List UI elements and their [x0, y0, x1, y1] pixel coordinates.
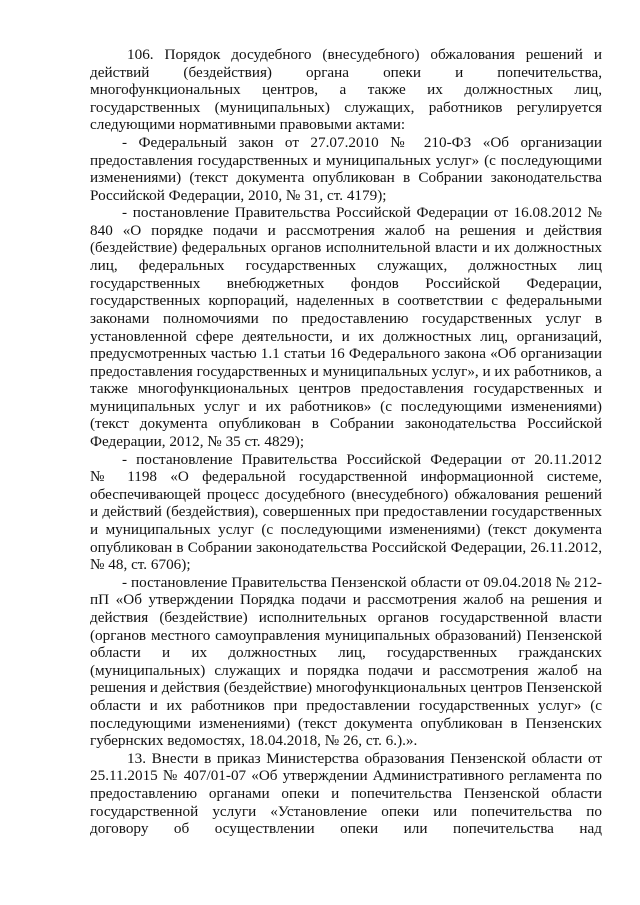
text-line: также многофункциональных центров предоставления государственных и — [90, 380, 602, 398]
text-line: законами полномочиями по предоставлению государственных услуг в — [90, 309, 602, 327]
text-line: государственных (муниципальных) служащих, работников регулируется — [90, 98, 602, 116]
text-line: изменениями) (текст документа опубликован в Собрании законодательства — [90, 169, 602, 187]
text-line: действия (бездействие) исполнительных органов государственной власти — [90, 609, 602, 626]
document-page — [90, 46, 602, 838]
text-line: лиц, федеральных государственных служащих, должностных лиц — [90, 257, 602, 275]
text-line: предоставления государственных и муниципальных услуг» (с последующими — [90, 151, 602, 169]
text-line: государственной услуги «Установление опеки или попечительства по — [90, 802, 602, 820]
text-line: (муниципальных) служащих и порядка подачи и рассмотрения жалоб на — [90, 661, 602, 679]
text-line: государственных корпораций, наделенных в соответствии с федеральными — [90, 292, 602, 310]
text-line: № 1198 «О федеральной государственной информационной системе, — [90, 468, 602, 486]
text-line: опубликован в Собрании законодательства Российской Федерации, 26.11.2012, — [90, 538, 602, 556]
text-line: № 48, ст. 6706); — [90, 556, 191, 574]
text-line: предоставлению органами опеки и попечительства Пензенской области — [90, 784, 602, 802]
text-line: области и их должностных лиц, государственных гражданских — [90, 644, 602, 662]
text-line: - постановление Правительства Пензенской области от 09.04.2018 № 212- — [122, 573, 602, 591]
text-line: следующими нормативными правовыми актами: — [90, 116, 406, 134]
text-line: области и их работников при предоставлении государственных услуг» (с — [90, 696, 602, 714]
text-line: последующими изменениями) (текст документа опубликован в Пензенских — [90, 714, 602, 732]
text-line: губернских ведомостях, 18.04.2018, № 26, ст. 6.).». — [90, 732, 418, 750]
text-line: и муниципальных услуг (с последующими изменениями) (текст документа — [90, 521, 602, 539]
text-line: (текст документа опубликован в Собрании законодательства Российской — [90, 415, 602, 433]
text-line: договору об осуществлении опеки или попечительства над — [90, 820, 602, 838]
text-line: государственных внебюджетных фондов Российской Федерации, — [90, 274, 602, 292]
text-line: 25.11.2015 № 407/01-07 «Об утверждении Административного регламента по — [90, 767, 602, 785]
text-line: пП «Об утверждении Порядка подачи и рассмотрения жалоб на решения и — [90, 591, 602, 609]
text-line: Федерации, 2012, № 35 ст. 4829); — [90, 433, 305, 451]
text-line: 13. Внести в приказ Министерства образования Пензенской области от — [127, 749, 602, 767]
text-line: - постановление Правительства Российской Федерации от 20.11.2012 — [122, 450, 602, 468]
text-line: и действий (бездействия), совершенных при предоставлении государственных — [90, 503, 602, 521]
text-line: - постановление Правительства Российской Федерации от 16.08.2012 № — [122, 204, 602, 222]
text-line: муниципальных услуг и их работников» (с последующими изменениями) — [90, 397, 602, 415]
text-line: предусмотренных частью 1.1 статьи 16 Федерального закона «Об организации — [90, 345, 602, 363]
text-line: действий (бездействия) органа опеки и попечительства, — [90, 63, 602, 81]
text-line: 106. Порядок досудебного (внесудебного) обжалования решений и — [127, 46, 602, 63]
text-line: многофункциональных центров, а также их должностных лиц, — [90, 81, 602, 99]
text-line: 840 «О порядке подачи и рассмотрения жалоб на решения и действия — [90, 221, 602, 239]
text-line: установленной сфере деятельности, и их должностных лиц, организаций, — [90, 327, 602, 345]
text-line: Российской Федерации, 2010, № 31, ст. 4179); — [90, 186, 387, 204]
text-line: обеспечивающей процесс досудебного (внесудебного) обжалования решений — [90, 485, 602, 503]
text-line: (бездействие) федеральных органов исполнительной власти и их должностных — [90, 239, 602, 256]
text-line: (органов местного самоуправления муниципальных образований) Пензенской — [90, 626, 602, 644]
text-line: решения и действия (бездействие) многофункциональных центров Пензенской — [90, 679, 602, 697]
text-line: - Федеральный закон от 27.07.2010 № 210-ФЗ «Об организации — [122, 133, 602, 151]
text-line: предоставления государственных и муниципальных услуг», и их работников, а — [90, 362, 602, 380]
